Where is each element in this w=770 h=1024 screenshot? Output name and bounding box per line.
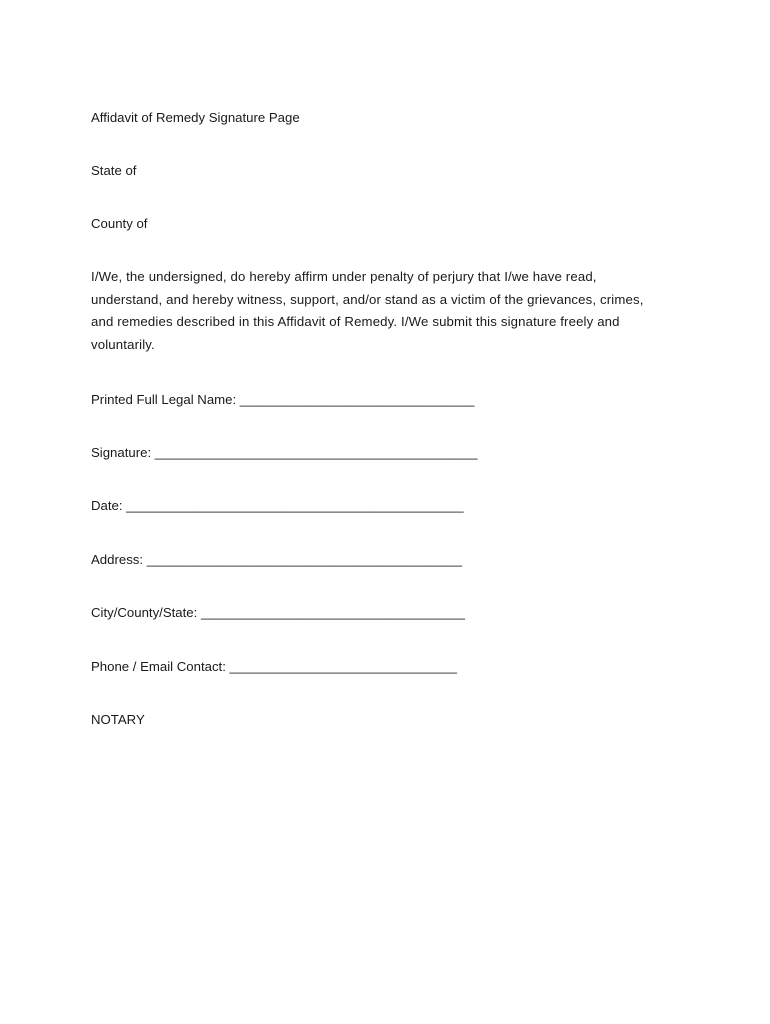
statement-line: I/We, the undersigned, do hereby affirm under penalty of perjury that I/we have read, bbox=[91, 269, 597, 284]
phone-email-field: Phone / Email Contact: _______________________________ bbox=[91, 659, 457, 674]
address-field: Address: ___________________________________________ bbox=[91, 552, 463, 567]
county-label: County of bbox=[91, 216, 148, 231]
statement-line: voluntarily. bbox=[91, 337, 155, 353]
state-label: State of bbox=[91, 163, 137, 178]
city-county-state-field: City/County/State: ____________________________________ bbox=[91, 605, 465, 620]
signature-field: Signature: ____________________________________________ bbox=[91, 445, 478, 460]
document-title: Affidavit of Remedy Signature Page bbox=[91, 110, 300, 125]
statement-line: understand, and hereby witness, support, and/or stand as a victim of the grievances, crimes, bbox=[91, 291, 644, 307]
affirmation-statement bbox=[91, 266, 671, 357]
notary-label: NOTARY bbox=[91, 712, 145, 727]
printed-name-field: Printed Full Legal Name: ________________________________ bbox=[91, 392, 475, 407]
statement-line: and remedies described in this Affidavit of Remedy. I/We submit this signature freely and bbox=[91, 314, 620, 330]
date-field: Date: ______________________________________________ bbox=[91, 498, 464, 513]
